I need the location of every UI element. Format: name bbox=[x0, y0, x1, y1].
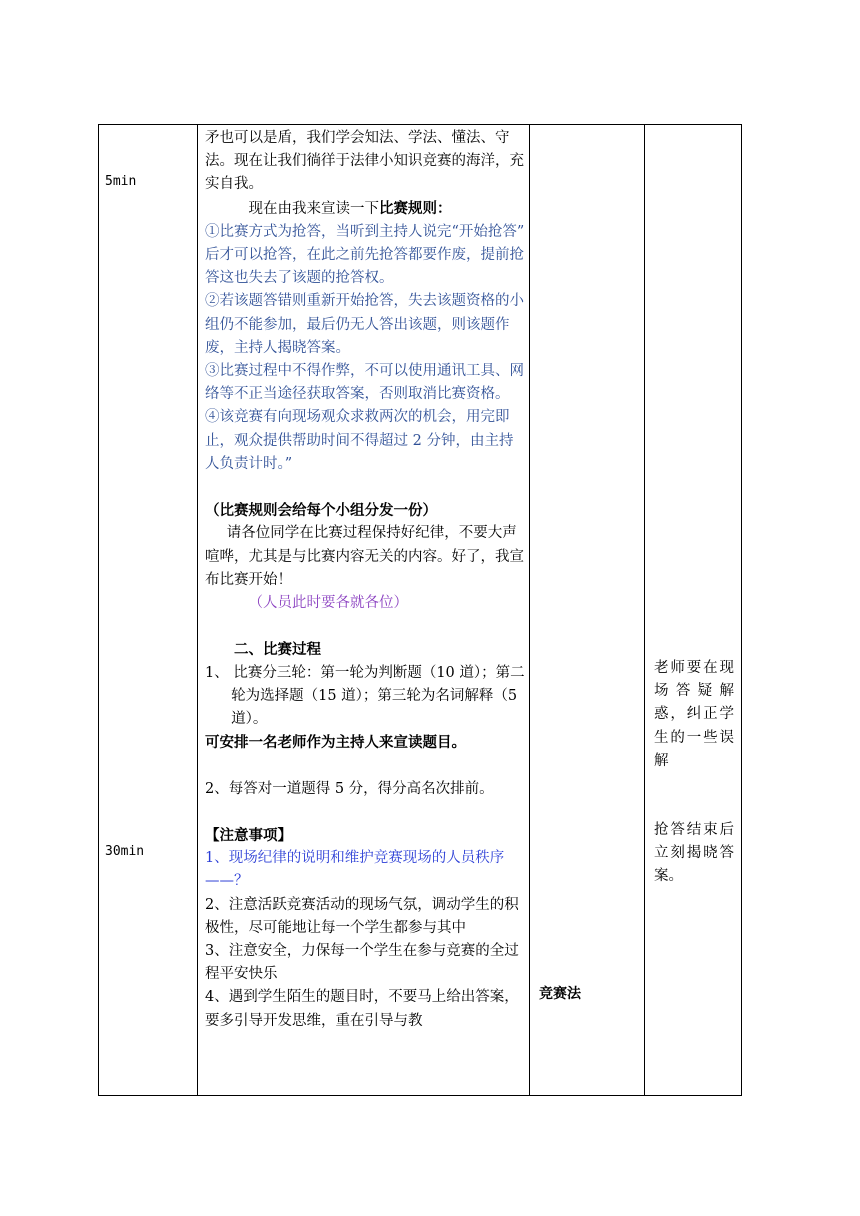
process-item-1: 1、 比赛分三轮：第一轮为判断题（10 道）；第二轮为选择题（15 道）；第三轮为名词解释（5 道）。 bbox=[205, 664, 525, 728]
discipline-text: 请各位同学在比赛过程保持好纪律，不要大声喧哗，尤其是与比赛内容无关的内容。好了，我宣布比赛开始！ bbox=[205, 525, 524, 588]
notice-item-3: 3、注意安全，力保每一个学生在参与竞赛的全过程平安快乐 bbox=[205, 943, 519, 983]
spacer bbox=[205, 801, 525, 824]
time-column bbox=[99, 125, 198, 1095]
column-divider bbox=[644, 125, 645, 1095]
staff-note: （人员此时要各就各位） bbox=[248, 595, 408, 612]
notice-item-1: 1、现场纪律的说明和维护竞赛现场的人员秩序——？ bbox=[205, 850, 505, 890]
spacer bbox=[205, 615, 525, 638]
rules-distribution-note: （比赛规则会给每个小组分发一份） bbox=[205, 502, 437, 520]
column-divider bbox=[529, 125, 530, 1095]
notice-title: 【注意事项】 bbox=[205, 827, 292, 845]
activity-content bbox=[205, 127, 525, 1033]
time-label-second: 30min bbox=[105, 844, 145, 859]
spacer bbox=[205, 476, 525, 499]
time-label-first: 5min bbox=[105, 174, 137, 189]
rule-4: ④该竞赛有向现场观众求救两次的机会，用完即止，观众提供帮助时间不得超过 2 分钟，由主持人负责计时。” bbox=[205, 409, 514, 472]
notice-item-4: 4、遇到学生陌生的题目时，不要马上给出答案，要多引导开发思维，重在引导与教 bbox=[205, 989, 519, 1029]
notice-item-2: 2、注意活跃竞赛活动的现场气氛，调动学生的积极性，尽可能地让每一个学生都参与其中 bbox=[205, 896, 519, 936]
intro-text: 矛也可以是盾，我们学会知法、学法、懂法、守法。现在让我们徜徉于法律小知识竞赛的海洋，充实自我。 bbox=[205, 130, 524, 193]
rules-lead: 现在由我来宣读一下比赛规则： bbox=[248, 199, 452, 217]
teacher-note-2: 抢答结束后立刻揭晓答案。 bbox=[654, 822, 734, 885]
process-item-2: 2、每答对一道题得 5 分，得分高名次排前。 bbox=[205, 780, 494, 797]
rule-2: ②若该题答错则重新开始抢答，失去该题资格的小组仍不能参加，最后仍无人答出该题，则该题作废，主持人揭晓答案。 bbox=[205, 293, 524, 356]
teacher-note-1: 老师要在现场答疑解惑，纠正学生的一些误解 bbox=[654, 660, 734, 769]
lesson-plan-table bbox=[98, 124, 742, 1096]
rule-3: ③比赛过程中不得作弊，不可以使用通讯工具、网络等不正当途径获取答案，否则取消比赛资格。 bbox=[205, 363, 524, 403]
spacer bbox=[205, 754, 525, 777]
host-note: 可安排一名老师作为主持人来宣读题目。 bbox=[205, 734, 466, 752]
rule-1: ①比赛方式为抢答，当听到主持人说完“开始抢答” 后才可以抢答，在此之前先抢答都要作废，提前抢答这也失去了该题的抢答权。 bbox=[205, 223, 525, 287]
teaching-method: 竞赛法 bbox=[539, 986, 581, 1002]
section-2-title: 二、比赛过程 bbox=[234, 641, 321, 659]
